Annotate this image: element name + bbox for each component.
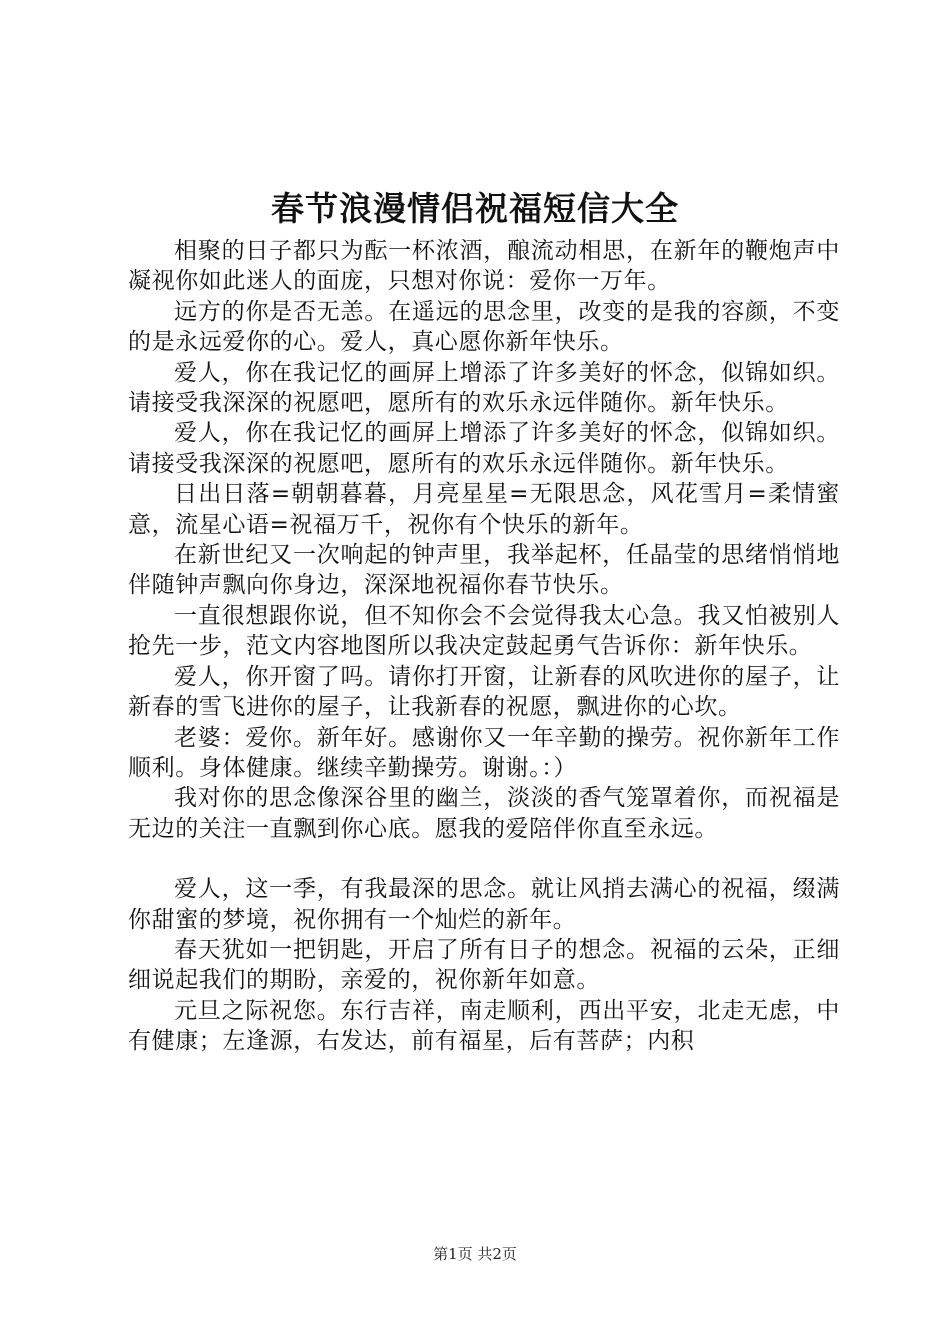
document-title: 春节浪漫情侣祝福短信大全 [271,189,679,228]
paragraph: 春天犹如一把钥匙，开启了所有日子的想念。祝福的云朵，正细细说起我们的期盼，亲爱的，祝你新年如意。 [128,936,840,994]
paragraph: 爱人，这一季，有我最深的思念。就让风捎去满心的祝福，缀满你甜蜜的梦境，祝你拥有一个灿烂的新年。 [128,876,840,933]
paragraph: 一直很想跟你说，但不知你会不会觉得我太心急。我又怕被别人抢先一步，范文内容地图所以我决定鼓起勇气告诉你：新年快乐。 [128,602,840,660]
paragraph: 我对你的思念像深谷里的幽兰，淡淡的香气笼罩着你，而祝福是无边的关注一直飘到你心底。愿我的爱陪伴你直至永远。 [128,785,840,842]
paragraph: 元旦之际祝您。东行吉祥，南走顺利，西出平安，北走无虑，中有健康；左逢源，右发达，前有福星，后有菩萨；内积 [128,997,840,1055]
paragraph: 老婆：爱你。新年好。感谢你又一年辛勤的操劳。祝你新年工作顺利。身体健康。继续辛勤操劳。谢谢。：） [128,724,840,781]
paragraph: 爱人，你在我记忆的画屏上增添了许多美好的怀念，似锦如织。请接受我深深的祝愿吧，愿所有的欢乐永远伴随你。新年快乐。 [128,359,840,417]
paragraph: 日出日落=朝朝暮暮，月亮星星=无限思念，风花雪月=柔情蜜意，流星心语=祝福万千，祝你有个快乐的新年。 [128,481,840,538]
paragraph: 爱人，你在我记忆的画屏上增添了许多美好的怀念，似锦如织。请接受我深深的祝愿吧，愿所有的欢乐永远伴随你。新年快乐。 [128,420,840,477]
paragraph: 在新世纪又一次响起的钟声里，我举起杯，任晶莹的思绪悄悄地伴随钟声飘向你身边，深深地祝福你春节快乐。 [128,542,840,599]
paragraph: 爱人，你开窗了吗。请你打开窗，让新春的风吹进你的屋子，让新春的雪飞进你的屋子，让我新春的祝愿，飘进你的心坎。 [128,663,840,721]
page-number-footer: 第1页 共2页 [433,1245,517,1263]
paragraph: 相聚的日子都只为酝一杯浓酒，酿流动相思，在新年的鞭炮声中凝视你如此迷人的面庞，只想对你说：爱你一万年。 [128,238,840,295]
document-body [128,236,840,1057]
paragraph: 远方的你是否无恙。在遥远的思念里，改变的是我的容颜，不变的是永远爱你的心。爱人，真心愿你新年快乐。 [128,298,840,356]
